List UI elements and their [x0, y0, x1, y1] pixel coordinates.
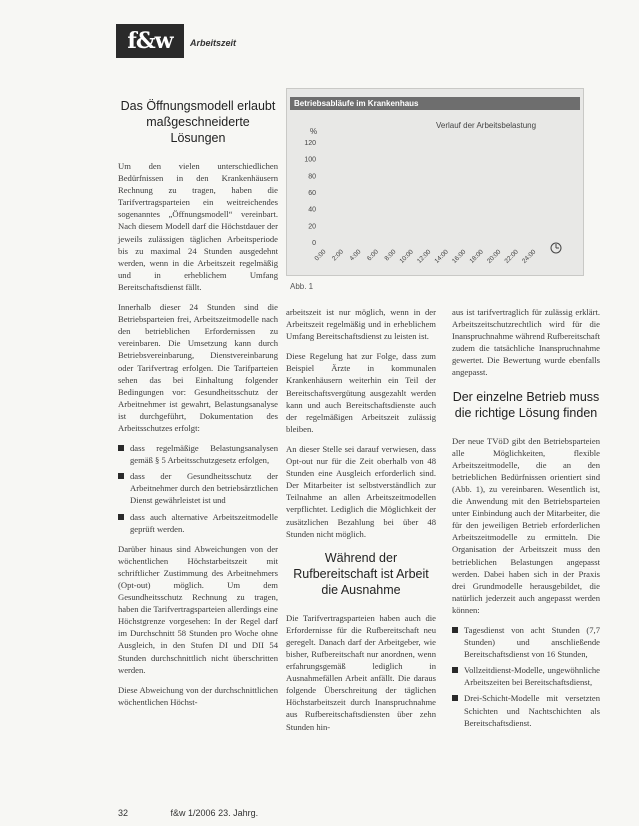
bullet-item: dass der Gesundheitsschutz der Arbeitnehmer durch den betriebsärztlichen Dienst gewährleistet ist und — [118, 470, 278, 506]
chart-title: Betriebsabläufe im Krankenhaus — [290, 97, 580, 110]
x-tick-label: 16:00 — [450, 248, 468, 265]
y-tick-label: 60 — [308, 190, 316, 197]
x-tick-label: 6:00 — [366, 248, 380, 263]
y-tick-label: 0 — [312, 240, 316, 247]
paragraph: Die Tarifvertragsparteien haben auch die Erfordernisse für die Rufbereitschaft neu geregelt. Danach darf der Arbeitgeber, wie bisher, Rufbereitschaft nur anordnen, wenn erfahrungsgemäß lediglich in Ausnahmefällen Arbeit anfällt. Die daraus folgende Überschreitung der täglichen Höchstarbeitszeit durch Inanspruchnahme aus Rufbereitschaftsdiensten über zehn Stunden hin- — [286, 612, 436, 732]
paragraph: An dieser Stelle sei darauf verwiesen, dass Opt-out nur für die Zeit oberhalb von 48 Stunden eine Ausgleich erforderlich sind. Der Mitarbeiter ist selbstverständlich zur Teilnahme an allen Arbeitszeitmodellen verpflichtet. Lediglich die Möglichkeit der zusätzlichen Bezahlung bei über 48 Stunden nicht möglich. — [286, 443, 436, 539]
paragraph: Innerhalb dieser 24 Stunden sind die Betriebsparteien frei, Arbeitszeitmodelle nach den betrieblichen Erfordernissen zu vereinbaren. Die Umsetzung kann durch Betriebsvereinbarung, Dienstvereinbarung oder Tarifvertrag erfolgen. Die Tarifparteien sehen das bei Einhaltung folgender Bedingungen vor: Gesundheitsschutz der Arbeitnehmer ist gewahrt, Belastungsanalyse ist durchgeführt, Dokumentation des Arbeitsschutzes erfolgt: — [118, 302, 278, 433]
y-tick-label: 20 — [308, 223, 316, 231]
magazine-logo: f&w — [116, 24, 184, 58]
page-footer — [118, 808, 258, 818]
section-label: Arbeitszeit — [190, 38, 237, 48]
x-tick-label: 18:00 — [468, 248, 485, 265]
paragraph: aus ist tarifvertraglich für zulässig erklärt. Arbeitszeitschutzrechtlich wird für die Inanspruchnahme während Rufbereitschaft zudem die tatsächliche Inanspruchnahme gewertet. Die Bewertung wurde ebenfalls angepasst. — [452, 307, 600, 378]
column-1 — [118, 88, 278, 716]
x-tick-label: 4:00 — [348, 248, 363, 263]
paragraph: Darüber hinaus sind Abweichungen von der wöchentlichen Höchstarbeitszeit mit schriftlicher Zustimmung des Arbeitnehmers (Opt-out) möglich. Um dem Gesundheitsschutz Rechnung zu tragen, haben die Tarifvertragsparteien allerdings eine Höchstgrenze vorgesehen: In der Regel darf im Durchschnitt 58 Stunden pro Woche ohne Ausgleich, in den Stufen DI und DII 54 Stunden durchschnittlich nicht überschritten werden. — [118, 543, 278, 675]
x-tick-label: 12:00 — [415, 248, 433, 265]
x-tick-label: 20:00 — [485, 248, 503, 265]
y-tick-label: 40 — [308, 206, 316, 214]
paragraph: Um den vielen unterschiedlichen Bedürfnissen in den Krankenhäusern Rechnung zu tragen, haben die Tarifvertragsparteien ein weitreichendes sogenanntes „Öffnungsmodell“ vereinbart. Nach diesem Modell darf die Höchstdauer der jeweils zulässigen täglichen Arbeitsperiode bis zu maximal 24 Stunden ausgedehnt werden, wenn in die Arbeitszeit regelmäßig und in erheblichem Umfang Bereitschaftsdienst fällt. — [118, 161, 278, 292]
headline-individual-company: Der einzelne Betrieb muss die richtige Lösung finden — [452, 389, 600, 420]
column-2 — [286, 306, 436, 741]
bullet-item: Tagesdienst von acht Stunden (7,7 Stunden) und anschließende Bereitschaftsdienst von 16 Stunden, — [452, 624, 600, 660]
bullet-item: dass regelmäßige Belastungsanalysen gemäß § 5 Arbeitsschutzgesetz erfolgen, — [118, 442, 278, 466]
x-tick-label: 22:00 — [503, 248, 520, 265]
issue-info: f&w 1/2006 23. Jahrg. — [170, 808, 259, 818]
y-axis-unit: % — [310, 127, 318, 136]
x-tick-label: 24:00 — [520, 248, 538, 265]
headline-opening-model: Das Öffnungsmodell erlaubt maßgeschneiderte Lösungen — [120, 99, 276, 145]
paragraph: Diese Regelung hat zur Folge, dass zum Beispiel Ärzte in kommunalen Krankenhäusern weiterhin ein Teil der Bereitschaftsvergütung ausgezahlt werden kann und auch Bereitschaftsdienste auch der regelmäßigen Arbeitszeit zulässig bleiben. — [286, 351, 436, 434]
page-number: 32 — [118, 808, 129, 818]
paragraph: Der neue TVöD gibt den Betriebsparteien alle Möglichkeiten, flexible Arbeitszeitmodelle, die an den betrieblichen Bedürfnissen orientiert sind (Abb. 1), zu vereinbaren. Wesentlich ist, die Anwendung mit den Betriebsparteien unter Einbindung auch der Mitarbeiter, die für den jeweiligen Betrieb erforderlichen Arbeitszeitmodelle zu ermitteln. Die Organisation der Arbeitszeit muss den betrieblichen Belastungen angepasst werden. Dabei haben sich in der Praxis drei Grundmodelle herausgebildet, die natürlich jederzeit auch angepasst werden können: — [452, 435, 600, 615]
chart-subtitle: Verlauf der Arbeitsbelastung — [436, 121, 537, 130]
workload-chart — [286, 112, 584, 272]
x-tick-label: 0:00 — [313, 248, 328, 263]
x-tick-label: 10:00 — [398, 248, 415, 265]
figure-caption: Abb. 1 — [290, 282, 314, 291]
column-3 — [452, 306, 600, 733]
y-tick-label: 80 — [308, 173, 316, 181]
paragraph: arbeitszeit ist nur möglich, wenn in der Arbeitszeit regelmäßig und in erheblichem Umfang Bereitschaftsdienst zu leisten ist. — [286, 307, 436, 342]
x-tick-label: 14:00 — [433, 248, 450, 265]
bullet-item: Vollzeitdienst-Modelle, ungewöhnliche Arbeitszeiten bei Bereitschaftsdienst, — [452, 664, 600, 688]
x-tick-label: 2:00 — [331, 248, 345, 263]
x-tick-label: 8:00 — [383, 248, 398, 263]
y-tick-label: 100 — [304, 156, 316, 164]
paragraph: Diese Abweichung von der durchschnittlichen wöchentlichen Höchst- — [118, 684, 278, 707]
bullet-item: dass auch alternative Arbeitszeitmodelle geprüft werden. — [118, 511, 278, 535]
y-tick-label: 120 — [304, 140, 316, 147]
clock-icon — [551, 243, 561, 253]
headline-on-call-duty: Während der Rufbereitschaft ist Arbeit die Ausnahme — [293, 550, 429, 597]
bullet-item: Drei-Schicht-Modelle mit versetzten Schichten und Nachtschichten als Bereitschaftsdienst. — [452, 692, 600, 728]
